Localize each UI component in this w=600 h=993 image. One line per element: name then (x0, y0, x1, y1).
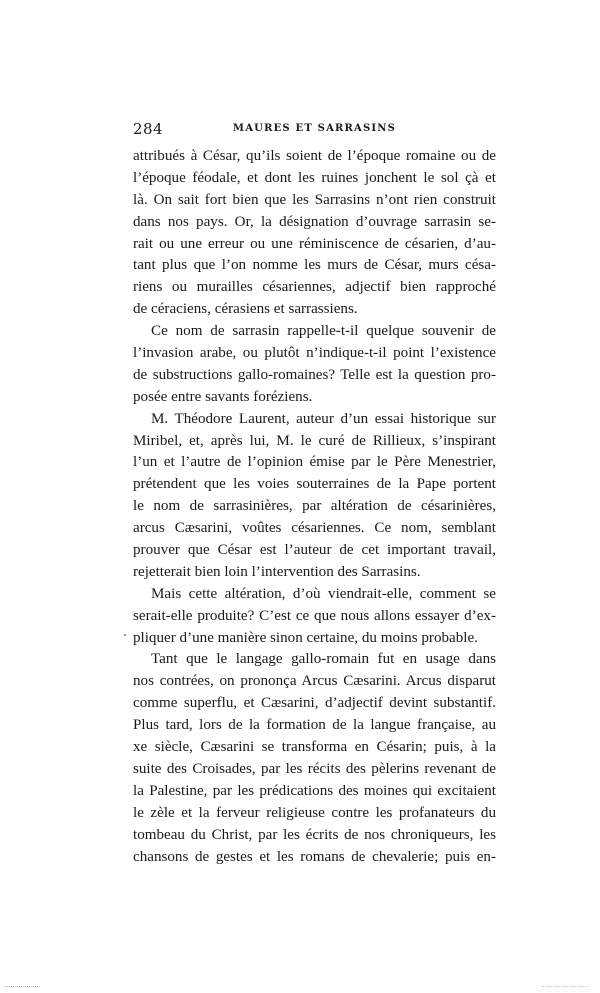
page-number: 284 (133, 120, 164, 138)
text-line: la Palestine, par les prédications des moines qui excitaient (133, 782, 496, 799)
text-line: dans nos pays. Or, la désignation d’ouvrage sarrasin se- (133, 213, 496, 230)
text-line: Miribel, et, après lui, M. le curé de Rillieux, s’inspirant (133, 432, 496, 449)
text-line: arcus Cæsarini, voûtes césariennes. Ce nom, semblant (133, 520, 496, 537)
text-line: Ce nom de sarrasin rappelle-t-il quelque souvenir de (151, 323, 496, 340)
text-line: de substructions gallo-romaines? Telle est la question pro- (133, 366, 496, 383)
margin-speck (124, 634, 126, 636)
text-line: de céraciens, cérasiens et sarrassiens. (133, 301, 358, 318)
text-line: nos contrées, on prononça Arcus Cæsarini. Arcus disparut (133, 673, 496, 690)
body-text (133, 146, 496, 868)
text-line: suite des Croisades, par les récits des pèlerins revenant de (133, 760, 496, 777)
text-line: Tant que le langage gallo-romain fut en usage dans (151, 651, 496, 668)
text-line: tombeau du Christ, par les écrits de nos chroniqueurs, les (133, 826, 496, 843)
text-line: serait-elle produite? C’est ce que nous allons essayer d’ex- (133, 607, 496, 624)
text-line: le nom de sarrasinières, par altération de césarinières, (133, 498, 496, 515)
text-line: comme superflu, et Cæsarini, d’adjectif devint substantif. (133, 695, 496, 712)
text-line: prétendent que les voies souterraines de la Pape portent (133, 476, 496, 493)
text-line: là. On sait fort bien que les Sarrasins n’ont rien construit (133, 191, 496, 208)
scan-edge-marks (0, 979, 600, 993)
text-line: posée entre savants foréziens. (133, 388, 313, 405)
running-title: MAURES ET SARRASINS (232, 123, 397, 134)
text-line: riens ou murailles césariennes, adjectif bien rapproché (133, 279, 496, 296)
text-line: rait ou une erreur ou une réminiscence de césarien, d’au- (133, 235, 496, 252)
text-line: l’invasion arabe, ou plutôt n’indique-t-il point l’existence (133, 345, 496, 362)
text-line: l’un et l’autre de l’opinion émise par le Père Menestrier, (133, 454, 496, 471)
text-line: xe siècle, Cæsarini se transforma en Césarin; puis, à la (133, 739, 496, 756)
text-line: chansons de gestes et les romans de chevalerie; puis en- (133, 848, 496, 865)
text-line: Mais cette altération, d’où viendrait-elle, comment se (151, 585, 496, 602)
text-line: l’époque féodale, et dont les ruines jonchent le sol çà et (133, 169, 496, 186)
text-line: Plus tard, lors de la formation de la langue française, au (133, 717, 496, 734)
text-line: le zèle et la ferveur religieuse contre les profanateurs du (133, 804, 496, 821)
scan-mark-left (4, 986, 40, 989)
text-line: tant plus que l’on nomme les murs de César, murs césa- (133, 257, 496, 274)
scan-mark-right (542, 986, 588, 989)
page-header (133, 120, 496, 140)
text-line: prouver que César est l’auteur de cet important travail, (133, 542, 496, 559)
text-line: attribués à César, qu’ils soient de l’époque romaine ou de (133, 148, 496, 164)
text-line: M. Théodore Laurent, auteur d’un essai historique sur (151, 410, 496, 427)
text-line: rejetterait bien loin l’intervention des Sarrasins. (133, 563, 421, 580)
text-line: pliquer d’une manière sinon certaine, du moins probable. (133, 629, 478, 646)
